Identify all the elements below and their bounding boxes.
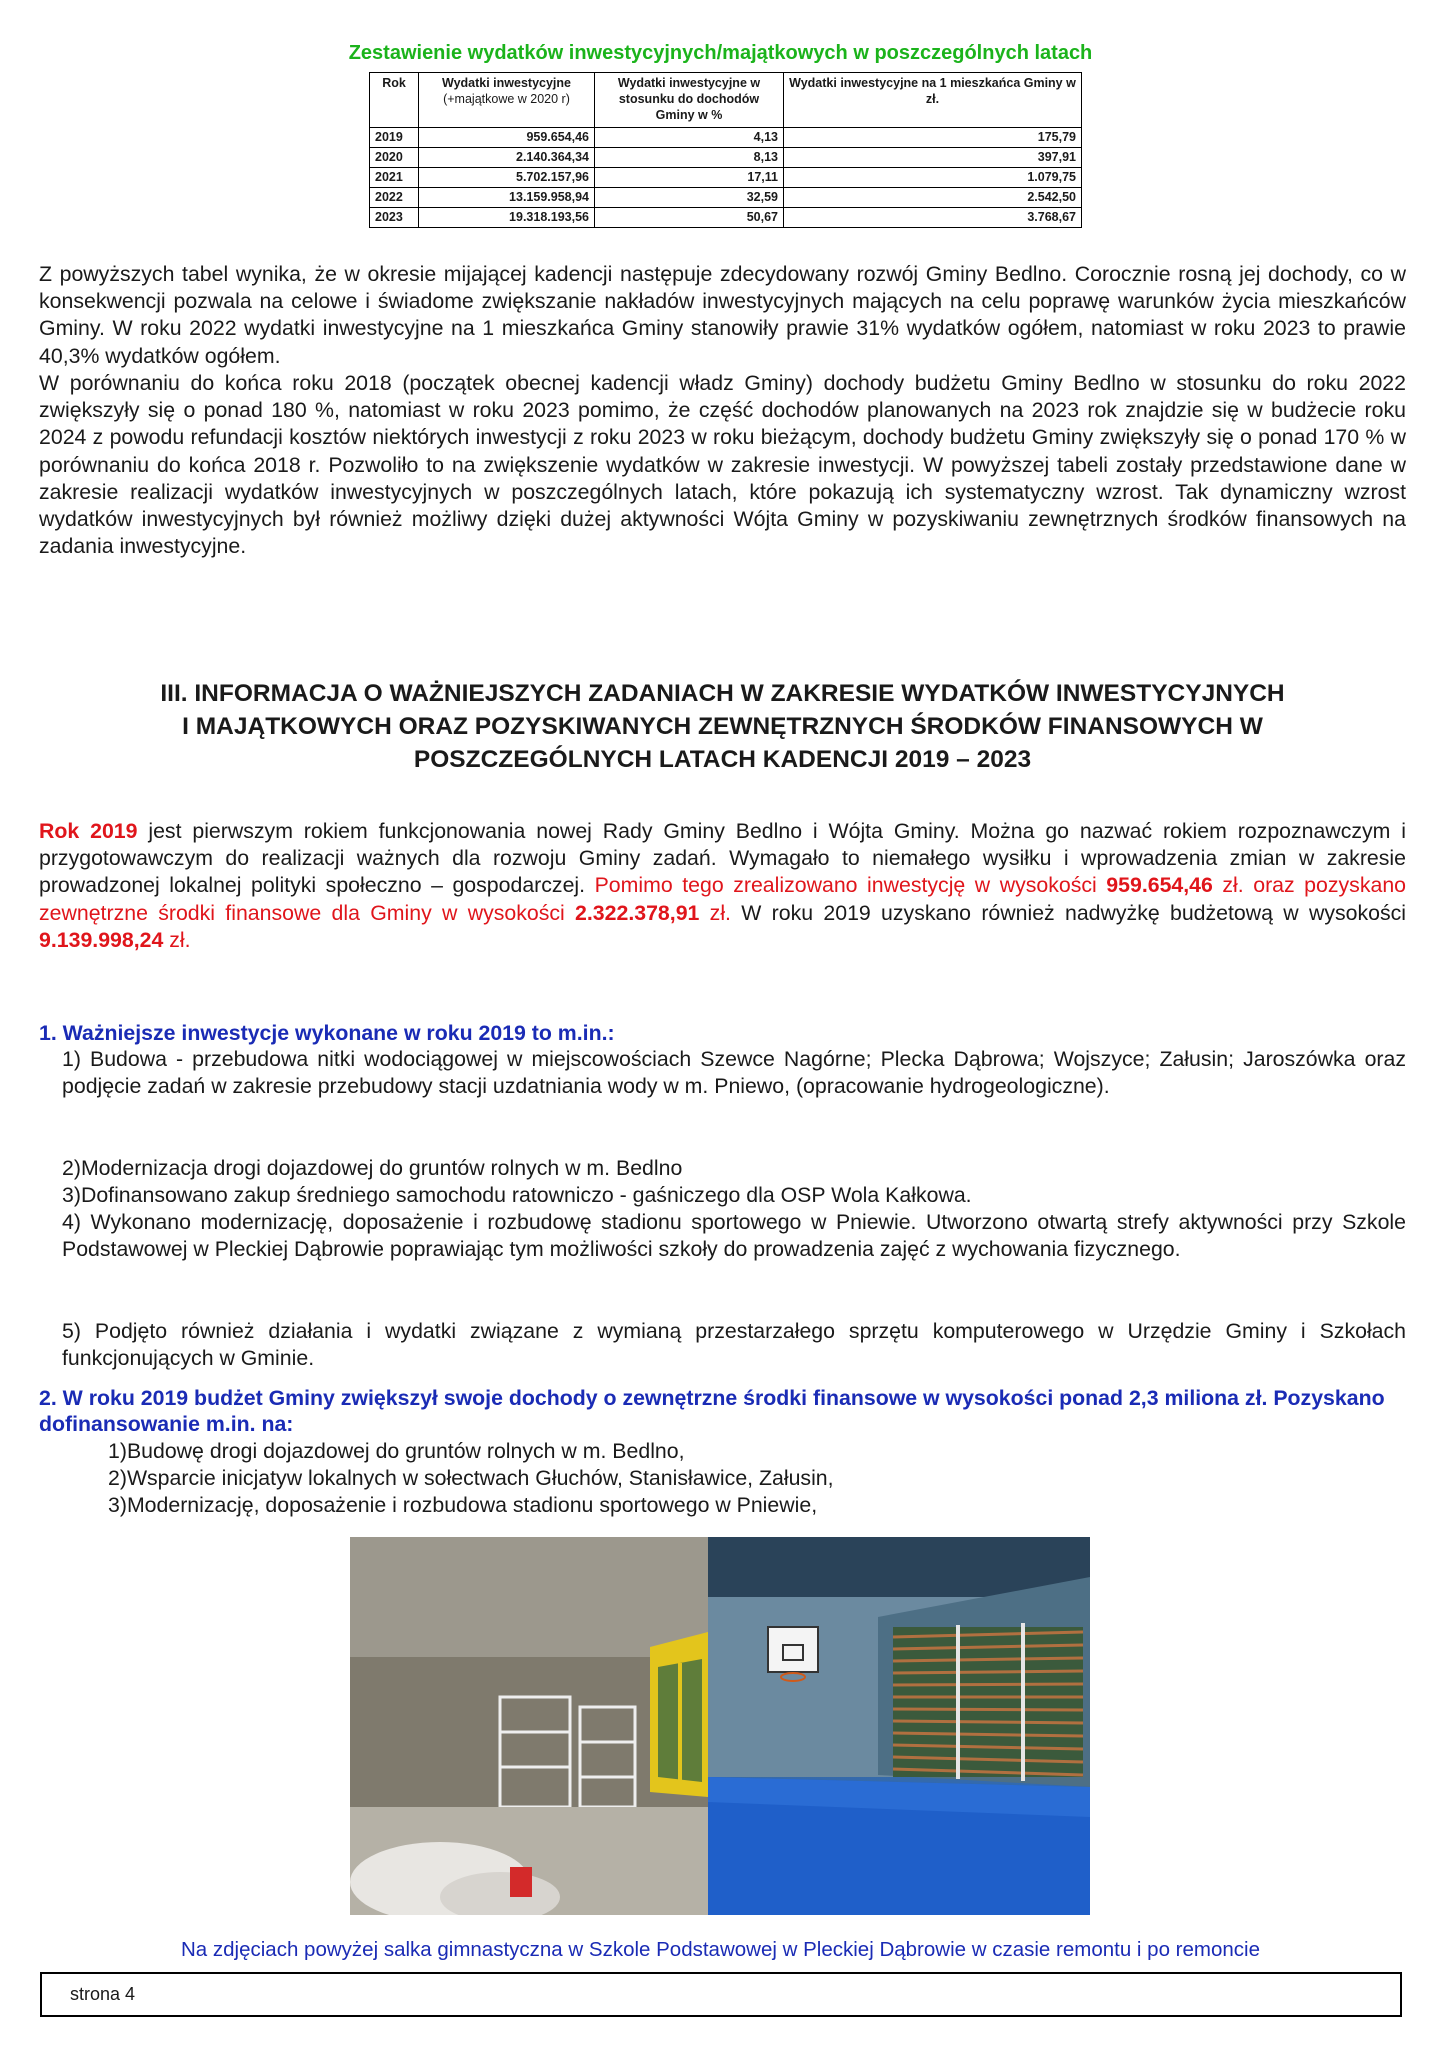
cell-per-capita: 2.542,50	[784, 188, 1082, 208]
paragraph-comparison: W porównaniu do końca roku 2018 (początek obecnej kadencji władz Gminy) dochody budżetu Gminy Bedlno w stosunku do roku 2022 zwiększyły się o ponad 180 %, natomiast w roku 2023 pomimo, że część dochodów planowanych na 2023 rok znajdzie się w budżecie roku 2024 z powodu refundacji kosztów niektórych inwestycji z roku 2023 w roku bieżącym, dochody budżetu Gminy zwiększyły się o ponad 170 % w porównaniu do końca 2018 r. Pozwoliło to na zwiększenie wydatków w zakresie inwestycji. W powyższej tabeli zostały przedstawione dane w zakresie realizacji wydatków inwestycyjnych w poszczególnych latach, które pokazują ich systematyczny wzrost. Tak dynamiczny wzrost wydatków inwestycyjnych był również możliwy dzięki dużej aktywności Wójta Gminy w pozyskiwaniu zewnętrznych środków finansowych na zadania inwestycyjne.	[39, 371, 1406, 559]
cell-year: 2019	[370, 128, 419, 148]
page-footer	[40, 1972, 1402, 2017]
cell-percent: 8,13	[595, 148, 784, 168]
cell-year: 2022	[370, 188, 419, 208]
funding-item-number: 2)	[108, 1466, 127, 1490]
renovated-gym-photo-illustration	[708, 1537, 1090, 1915]
investment-item-text: Dofinansowano zakup średniego samochodu ratowniczo - gaśniczego dla OSP Wola Kałkowa.	[80, 1183, 972, 1207]
funding-item-text: Budowę drogi dojazdowej do gruntów rolnych w m. Bedlno,	[126, 1439, 685, 1463]
investment-item-text: Modernizacja drogi dojazdowej do gruntów rolnych w m. Bedlno	[80, 1156, 683, 1180]
header-per-capita: Wydatki inwestycyjne na 1 mieszkańca Gminy w zł.	[784, 73, 1082, 128]
cell-per-capita: 1.079,75	[784, 168, 1082, 188]
cell-percent: 50,67	[595, 208, 784, 228]
investment-item-number: 2)	[62, 1156, 81, 1180]
cell-amount: 19.318.193,56	[419, 208, 595, 228]
section-heading-line1: III. INFORMACJA O WAŻNIEJSZYCH ZADANIACH W ZAKRESIE WYDATKÓW INWESTYCYJNYCH	[160, 680, 1285, 707]
funding-item	[108, 1492, 1406, 1519]
rok-2019-amount-surplus: 9.139.998,24	[39, 927, 164, 952]
table-title: Zestawienie wydatków inwestycyjnych/majątkowych w poszczególnych latach	[348, 42, 1093, 64]
cell-percent: 17,11	[595, 168, 784, 188]
funding-heading: 2. W roku 2019 budżet Gminy zwiększył swoje dochody o zewnętrzne środki finansowe w wysokości ponad 2,3 miliona zł. Pozyskano dofinansowanie m.in. na:	[39, 1386, 1385, 1436]
cell-amount: 5.702.157,96	[419, 168, 595, 188]
cell-year: 2023	[370, 208, 419, 228]
rok-2019-text1: jest pierwszym rokiem funkcjonowania nowej Rady Gminy Bedlno i Wójta Gminy. Można go nazwać rokiem rozpoznawczym i przygotowawczym do realizacji ważnych dla rozwoju Gminy zadań. Wymagało to niemałego wysiłku i wprowadzenia zmian w zakresie prowadzonej lokalnej polityki społeczno – gospodarczej.	[39, 819, 1407, 898]
table-row	[370, 128, 1082, 148]
funding-item-number: 1)	[108, 1439, 127, 1463]
cell-amount: 13.159.958,94	[419, 188, 595, 208]
funding-item	[108, 1438, 1406, 1465]
table-row	[370, 188, 1082, 208]
window-grille	[893, 1623, 1083, 1781]
cell-percent: 32,59	[595, 188, 784, 208]
investment-item-number: 1)	[62, 1047, 81, 1071]
gym-photos	[350, 1537, 1090, 1915]
cell-amount: 2.140.364,34	[419, 148, 595, 168]
table-row	[370, 148, 1082, 168]
page-number: strona 4	[70, 1984, 136, 2004]
rok-2019-text3: zł.	[163, 927, 191, 952]
investment-item	[62, 1182, 1406, 1209]
header-investment-line2: (+majątkowe w 2020 r)	[443, 92, 570, 106]
rok-2019-lead: Rok 2019	[39, 819, 138, 843]
table-header-row	[370, 73, 1082, 128]
header-year: Rok	[370, 73, 419, 128]
funding-item	[108, 1465, 1406, 1492]
investment-item-text: Budowa - przebudowa nitki wodociągowej w miejscowościach Szewce Nagórne; Plecka Dąbrowa; Wojszyce; Załusin; Jaroszówka oraz podjęcie zadań w zakresie przebudowy stacji uzdatniania wody w m. Pniewo, (opracowanie hydrogeologiczne).	[62, 1047, 1406, 1099]
gym-photo-after-renovation	[708, 1537, 1090, 1915]
investment-item	[62, 1318, 1406, 1372]
rok-2019-amount-investment: 959.654,46	[1106, 873, 1213, 898]
funding-item-number: 3)	[108, 1493, 127, 1517]
investment-item	[62, 1209, 1406, 1263]
renovation-photo-illustration	[350, 1537, 708, 1915]
cell-per-capita: 397,91	[784, 148, 1082, 168]
rok-2019-text2: W roku 2019 uzyskano również nadwyżkę budżetową w wysokości	[730, 900, 1407, 925]
investments-heading: 1. Ważniejsze inwestycje wykonane w roku 2019 to m.in.:	[39, 1021, 615, 1045]
investment-item	[62, 1046, 1406, 1100]
rok-2019-amount-external: 2.322.378,91	[575, 900, 700, 925]
investment-item-number: 4)	[62, 1210, 81, 1234]
investment-item-number: 5)	[62, 1319, 81, 1343]
rok-2019-red2: zł. oraz pozyskano zewnętrzne środki finansowe dla Gminy w wysokości	[39, 873, 1407, 925]
investment-table	[369, 72, 1082, 228]
cell-per-capita: 3.768,67	[784, 208, 1082, 228]
header-investment	[419, 73, 595, 128]
table-row	[370, 208, 1082, 228]
paragraph-summary: Z powyższych tabel wynika, że w okresie mijającej kadencji następuje zdecydowany rozwój Gminy Bedlno. Corocznie rosną jej dochody, co w konsekwencji pozwala na celowe i świadome zwiększanie nakładów inwestycyjnych mających na celu poprawę warunków życia mieszkańców Gminy. W roku 2022 wydatki inwestycyjne na 1 mieszkańca Gminy stanowiły prawie 31% wydatków ogółem, natomiast w roku 2023 to prawie 40,3% wydatków ogółem.	[39, 262, 1406, 368]
funding-item-text: Wsparcie inicjatyw lokalnych w sołectwach Głuchów, Stanisławice, Załusin,	[126, 1466, 834, 1490]
section-heading	[39, 677, 1406, 776]
header-percent: Wydatki inwestycyjne w stosunku do dochodów Gminy w %	[595, 73, 784, 128]
paragraph-rok-2019	[39, 818, 1406, 954]
investment-item-number: 3)	[62, 1183, 81, 1207]
section-heading-line3: POSZCZEGÓLNYCH LATACH KADENCJI 2019 – 2023	[413, 746, 1032, 773]
table-row	[370, 168, 1082, 188]
header-investment-line1: Wydatki inwestycyjne	[442, 76, 571, 90]
cell-percent: 4,13	[595, 128, 784, 148]
rok-2019-red1: Pomimo tego zrealizowano inwestycję w wysokości	[594, 873, 1107, 898]
cell-per-capita: 175,79	[784, 128, 1082, 148]
photo-caption: Na zdjęciach powyżej salka gimnastyczna w Szkole Podstawowej w Pleckiej Dąbrowie w czasie remontu i po remoncie	[181, 1938, 1260, 1961]
investment-item	[62, 1155, 1406, 1182]
investment-item-text: Wykonano modernizację, doposażenie i rozbudowę stadionu sportowego w Pniewie. Utworzono otwartą strefy aktywności przy Szkole Podstawowej w Pleckiej Dąbrowie poprawiając tym możliwości szkoły do prowadzenia zajęć z wychowania fizycznego.	[62, 1210, 1406, 1262]
cell-year: 2020	[370, 148, 419, 168]
investment-item-text: Podjęto również działania i wydatki związane z wymianą przestarzałego sprzętu komputerowego w Urzędzie Gminy i Szkołach funkcjonujących w Gminie.	[62, 1319, 1407, 1371]
rok-2019-red3: zł.	[699, 900, 731, 925]
gym-photo-during-renovation	[350, 1537, 708, 1915]
cell-year: 2021	[370, 168, 419, 188]
funding-item-text: Modernizację, doposażenie i rozbudowa stadionu sportowego w Pniewie,	[126, 1493, 818, 1517]
cell-amount: 959.654,46	[419, 128, 595, 148]
section-heading-line2: I MAJĄTKOWYCH ORAZ POZYSKIWANYCH ZEWNĘTRZNYCH ŚRODKÓW FINANSOWYCH W	[182, 713, 1263, 740]
